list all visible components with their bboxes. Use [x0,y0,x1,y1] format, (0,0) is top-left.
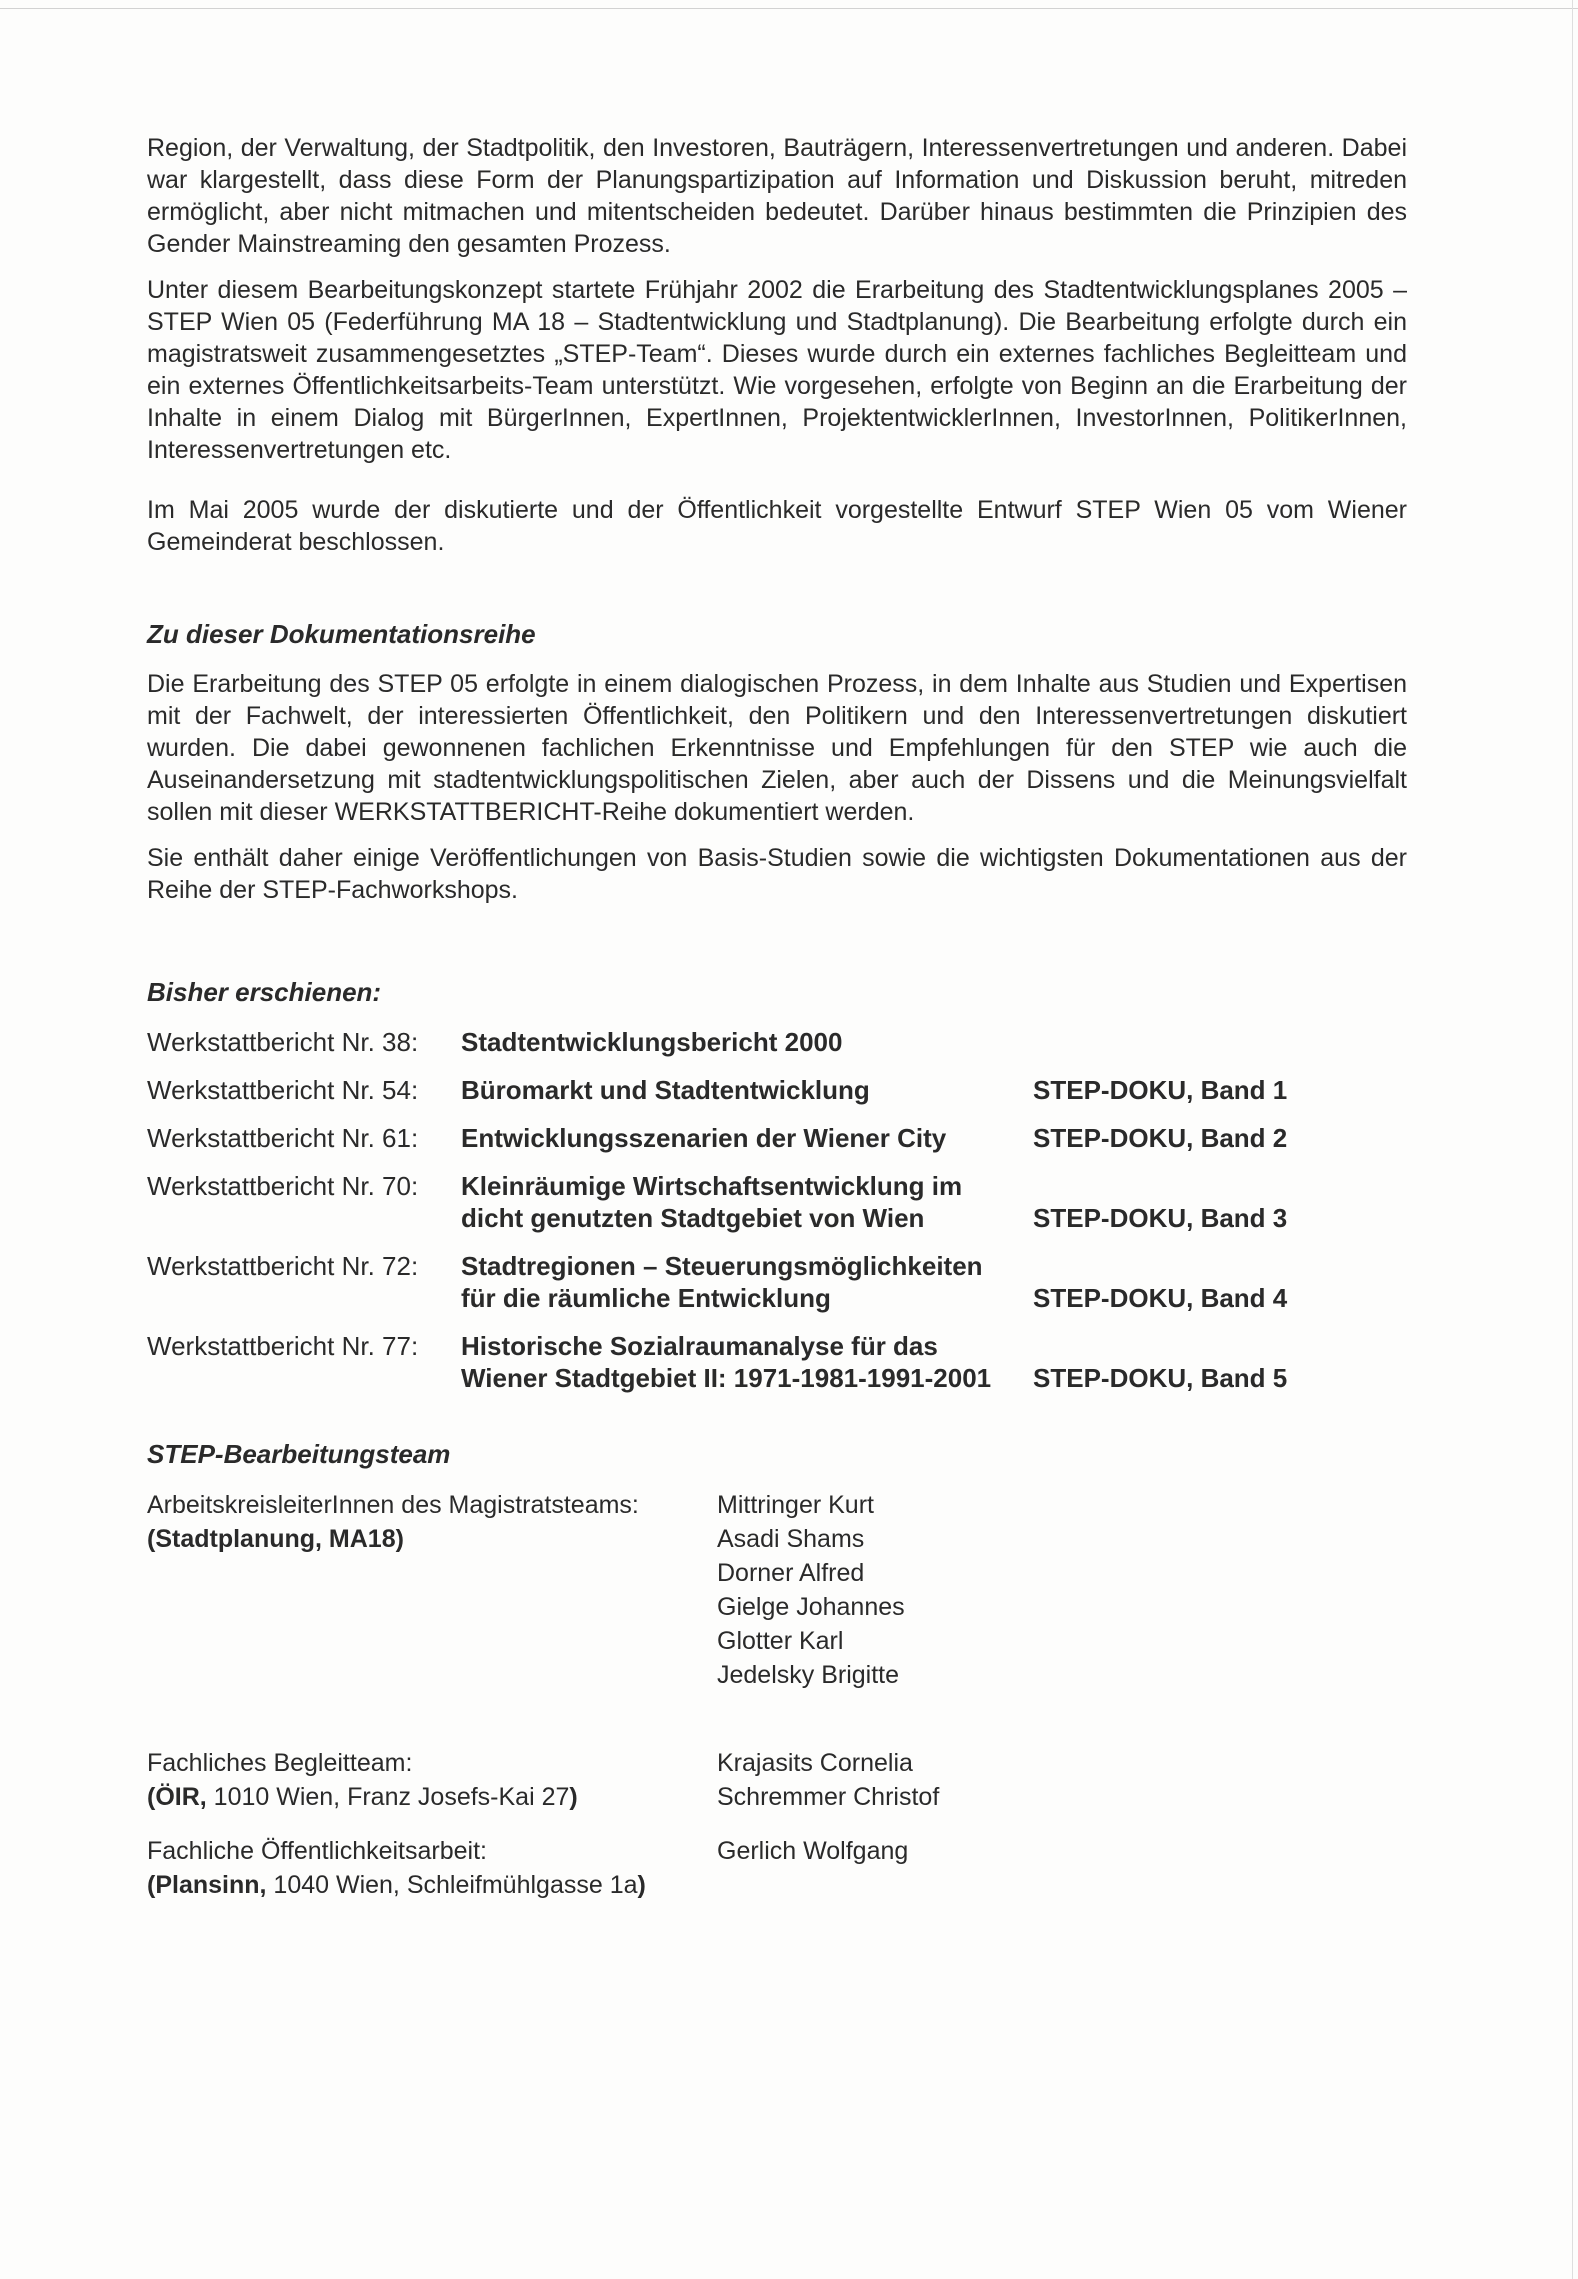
team-member: Gielge Johannes [717,1593,905,1621]
published-heading: Bisher erschienen: [147,977,382,1007]
publication-label: Werkstattbericht Nr. 72: [147,1251,419,1281]
publication-row [147,1026,1287,1074]
team-members [717,1488,939,1692]
team-member: Mittringer Kurt [717,1491,874,1519]
team-list [147,1488,939,1902]
publication-title [461,1250,1033,1330]
publication-label: Werkstattbericht Nr. 54: [147,1075,419,1105]
team-member: Schremmer Christof [717,1783,940,1811]
publication-title-line: Stadtentwicklungsbericht 2000 [461,1027,843,1057]
publication-volume: STEP-DOKU, Band 2 [1033,1123,1288,1153]
team-role: ArbeitskreisleiterInnen des Magistratsteams: [147,1491,639,1519]
publication-title [461,1026,1033,1074]
team-role: Fachliches Begleitteam: [147,1749,413,1777]
team-member: Dorner Alfred [717,1559,865,1587]
team-member: Jedelsky Brigitte [717,1661,900,1689]
publication-row [147,1250,1287,1330]
team-members [717,1834,939,1902]
publication-label: Werkstattbericht Nr. 77: [147,1331,419,1361]
team-member: Gerlich Wolfgang [717,1837,909,1865]
publication-title-line: für die räumliche Entwicklung [461,1283,831,1313]
intro-paragraph-2: Unter diesem Bearbeitungskonzept startete Frühjahr 2002 die Erarbeitung des Stadtentwicklungsplanes 2005 – STEP Wien 05 (Federführung MA 18 – Stadtentwicklung und Stadtplanung). Die Bearbeitung erfolgte durch ein magistratsweit zusammengesetztes „STEP-Team“. Dieses wurde durch ein externes fachliches Begleitteam und ein externes Öffentlichkeitsarbeits-Team unterstützt. Wie vorgesehen, erfolgte von Beginn an die Erarbeitung der Inhalte in einem Dialog mit BürgerInnen, ExpertInnen, ProjektentwicklerInnen, InvestorInnen, PolitikerInnen, Interessenvertretungen etc. [147,276,1407,464]
team-org: (ÖIR, 1010 Wien, Franz Josefs-Kai 27) [147,1783,578,1811]
publication-title [461,1170,1033,1250]
publication-row [147,1170,1287,1250]
publication-row [147,1122,1287,1170]
publication-label: Werkstattbericht Nr. 61: [147,1123,419,1153]
publication-title-line: Historische Sozialraumanalyse für das [461,1331,938,1361]
publication-label: Werkstattbericht Nr. 38: [147,1027,419,1057]
team-org: (Stadtplanung, MA18) [147,1525,404,1553]
publication-title [461,1074,1033,1122]
publication-volume: STEP-DOKU, Band 3 [1033,1203,1288,1233]
publication-volume: STEP-DOKU, Band 5 [1033,1363,1288,1393]
series-paragraph-1: Die Erarbeitung des STEP 05 erfolgte in einem dialogischen Prozess, in dem Inhalte aus Studien und Expertisen mit der Fachwelt, der interessierten Öffentlichkeit, den Politikern und den Interessenvertretungen diskutiert wurden. Die dabei gewonnenen fachlichen Erkenntnisse und Empfehlungen für den STEP wie auch die Auseinandersetzung mit stadtentwicklungspolitischen Zielen, aber auch der Dissens und die Meinungsvielfalt sollen mit dieser WERKSTATTBERICHT-Reihe dokumentiert werden. [147,670,1407,826]
publication-title-line: Entwicklungsszenarien der Wiener City [461,1123,947,1153]
page-edge [1572,0,1573,2279]
publication-row [147,1074,1287,1122]
intro-paragraph-1: Region, der Verwaltung, der Stadtpolitik, den Investoren, Bauträgern, Interessenvertretungen und anderen. Dabei war klargestellt, dass diese Form der Planungspartizipation auf Information und Diskussion beruht, mitreden ermöglicht, aber nicht mitmachen und mitentscheiden bedeutet. Darüber hinaus bestimmten die Prinzipien des Gender Mainstreaming den gesamten Prozess. [147,134,1407,258]
publication-title [461,1330,1033,1410]
publication-label: Werkstattbericht Nr. 70: [147,1171,419,1201]
publication-title-line: Wiener Stadtgebiet II: 1971-1981-1991-2001 [461,1363,992,1393]
team-member: Krajasits Cornelia [717,1749,913,1777]
series-paragraph-2: Sie enthält daher einige Veröffentlichungen von Basis-Studien sowie die wichtigsten Dokumentationen aus der Reihe der STEP-Fachworkshops. [147,844,1407,904]
team-role: Fachliche Öffentlichkeitsarbeit: [147,1837,487,1865]
team-member: Glotter Karl [717,1627,844,1655]
publication-list [147,1026,1287,1410]
publication-title [461,1122,1033,1170]
series-heading: Zu dieser Dokumentationsreihe [147,619,536,649]
intro-paragraph-3: Im Mai 2005 wurde der diskutierte und der Öffentlichkeit vorgestellte Entwurf STEP Wien 05 vom Wiener Gemeinderat beschlossen. [147,496,1407,556]
team-members [717,1746,939,1814]
publication-title-line: Stadtregionen – Steuerungsmöglichkeiten [461,1251,983,1281]
publication-volume: STEP-DOKU, Band 4 [1033,1283,1288,1313]
team-role-cell [147,1746,717,1814]
publication-volume: STEP-DOKU, Band 1 [1033,1075,1288,1105]
content [147,132,1407,1902]
team-role-cell [147,1834,717,1902]
publication-row [147,1330,1287,1410]
team-org: (Plansinn, 1040 Wien, Schleifmühlgasse 1a) [147,1871,646,1899]
publication-title-line: Büromarkt und Stadtentwicklung [461,1075,870,1105]
team-member: Asadi Shams [717,1525,865,1553]
team-role-cell [147,1488,717,1692]
publication-title-line: Kleinräumige Wirtschaftsentwicklung im [461,1171,963,1201]
top-rule [0,8,1578,9]
publication-volume [1033,1026,1287,1074]
team-heading: STEP-Bearbeitungsteam [147,1439,451,1469]
publication-title-line: dicht genutzten Stadtgebiet von Wien [461,1203,925,1233]
